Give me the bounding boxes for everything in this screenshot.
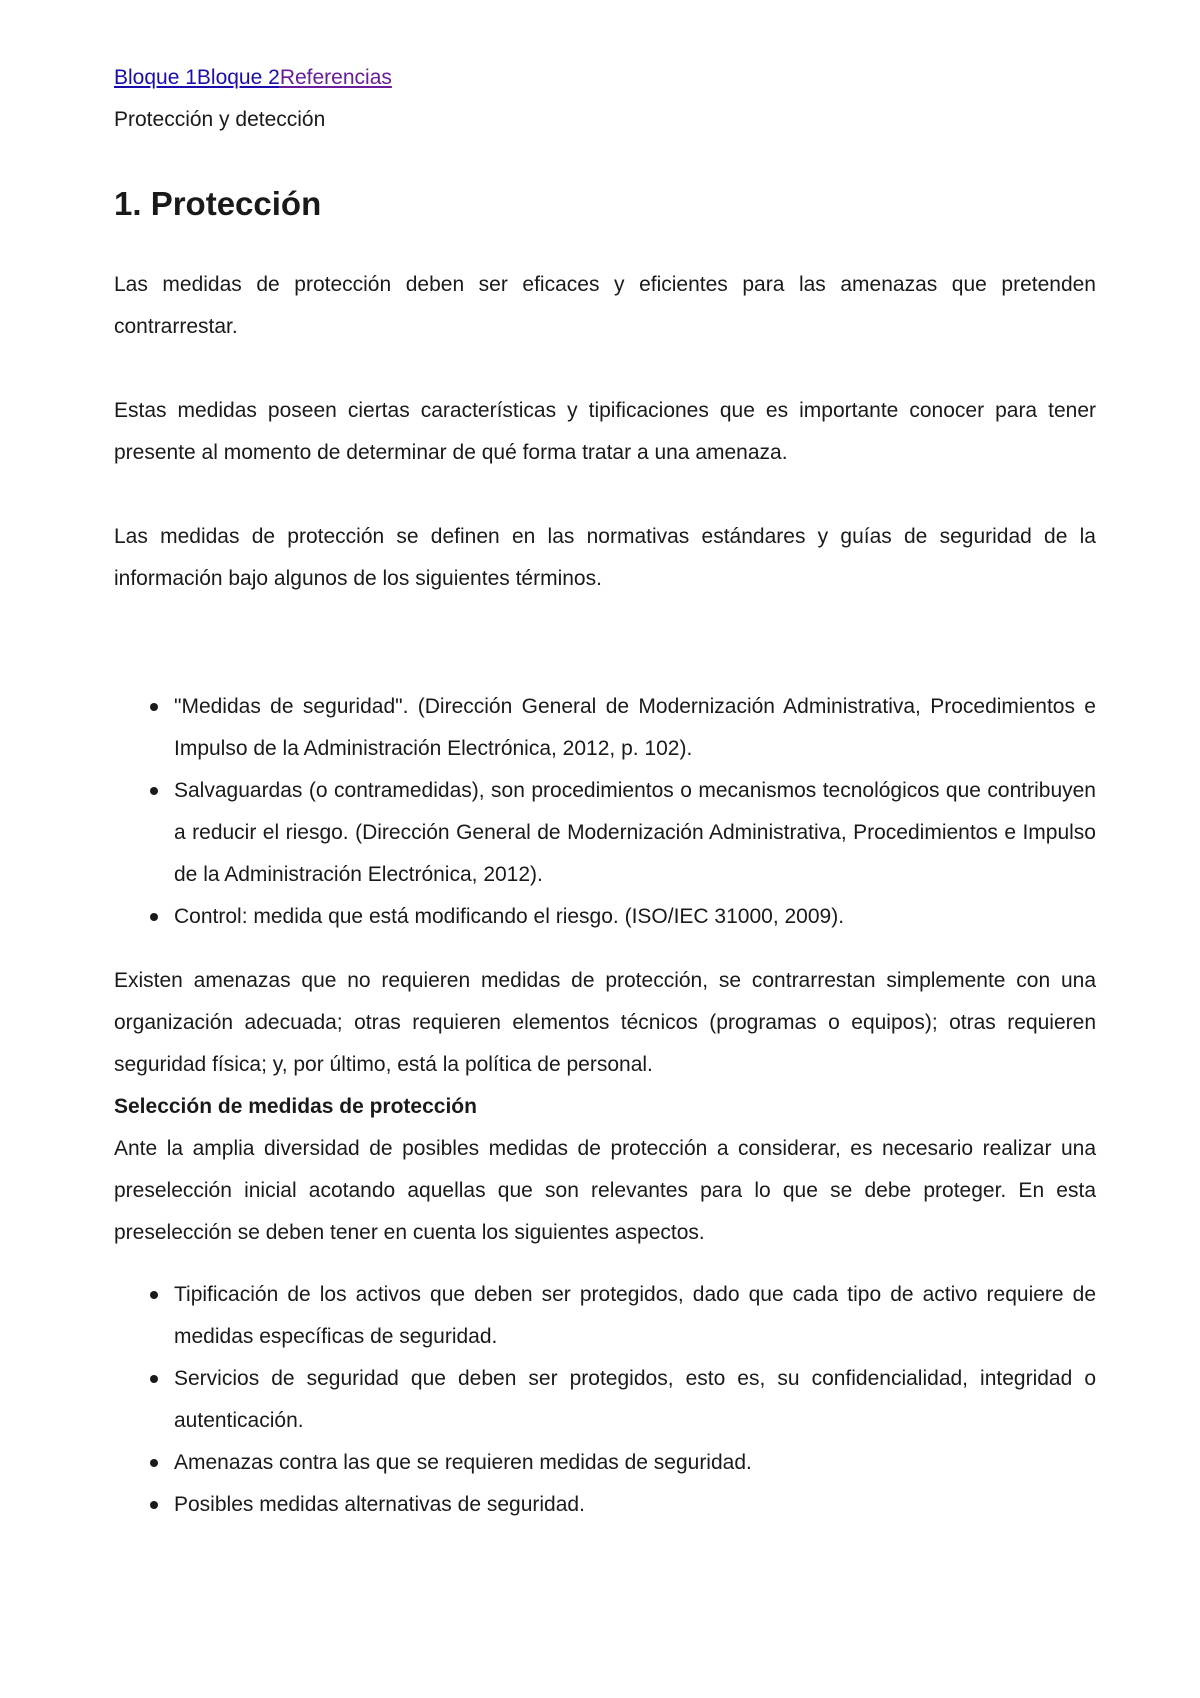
document-page bbox=[114, 62, 1096, 1526]
nav-link-bloque-1[interactable]: Bloque 1 bbox=[114, 66, 197, 89]
list-item-text: Salvaguardas (o contramedidas), son procedimientos o mecanismos tecnológicos que contribuyen a reducir el riesgo. (Dirección General de Modernización Administrativa, Procedimientos e Impulso de la Administración Electrónica, 2012). bbox=[174, 779, 1096, 886]
list-item-text: Tipificación de los activos que deben ser protegidos, dado que cada tipo de activo requiere de medidas específicas de seguridad. bbox=[174, 1283, 1096, 1348]
list-item bbox=[114, 1358, 1096, 1442]
bullet-icon bbox=[150, 1291, 158, 1299]
nav-link-bloque-2[interactable]: Bloque 2 bbox=[196, 66, 280, 89]
list-item bbox=[114, 1442, 1096, 1484]
list-item bbox=[114, 1484, 1096, 1526]
paragraph-threats: Existen amenazas que no requieren medidas de protección, se contrarrestan simplemente con una organización adecuada; otras requieren elementos técnicos (programas o equipos); otras requieren seguridad física; y, por último, está la política de personal. bbox=[114, 969, 1096, 1076]
document-subtitle: Protección y detección bbox=[114, 108, 326, 131]
list-item-text: Posibles medidas alternativas de seguridad. bbox=[174, 1493, 585, 1516]
list-item bbox=[114, 896, 1096, 938]
bullet-icon bbox=[150, 703, 158, 711]
bullet-icon bbox=[150, 1501, 158, 1509]
list-item-text: Control: medida que está modificando el riesgo. (ISO/IEC 31000, 2009). bbox=[174, 905, 845, 928]
bullet-icon bbox=[150, 787, 158, 795]
bullet-icon bbox=[150, 1459, 158, 1467]
paragraph-selection: Ante la amplia diversidad de posibles medidas de protección a considerar, es necesario realizar una preselección inicial acotando aquellas que son relevantes para lo que se debe proteger. En esta preselección se deben tener en cuenta los siguientes aspectos. bbox=[114, 1137, 1096, 1244]
list-item bbox=[114, 686, 1096, 770]
nav-link-referencias[interactable]: Referencias bbox=[279, 66, 392, 89]
bullet-icon bbox=[150, 1375, 158, 1383]
aspects-list bbox=[114, 1274, 1096, 1526]
subsection-heading-selection: Selección de medidas de protección bbox=[114, 1095, 477, 1118]
bullet-icon bbox=[150, 913, 158, 921]
paragraph-intro: Las medidas de protección deben ser eficaces y eficientes para las amenazas que pretenden contrarrestar. bbox=[114, 273, 1096, 338]
navigation-links bbox=[114, 62, 1096, 94]
terms-list bbox=[114, 686, 1096, 938]
list-item bbox=[114, 1274, 1096, 1358]
paragraph-definitions: Las medidas de protección se definen en las normativas estándares y guías de seguridad de la información bajo algunos de los siguientes términos. bbox=[114, 525, 1096, 590]
list-item-text: Amenazas contra las que se requieren medidas de seguridad. bbox=[174, 1451, 752, 1474]
list-item-text: Servicios de seguridad que deben ser protegidos, esto es, su confidencialidad, integridad o autenticación. bbox=[174, 1367, 1096, 1432]
paragraph-characteristics: Estas medidas poseen ciertas características y tipificaciones que es importante conocer para tener presente al momento de determinar de qué forma tratar a una amenaza. bbox=[114, 399, 1096, 464]
section-heading-proteccion: 1. Protección bbox=[114, 185, 322, 222]
list-item bbox=[114, 770, 1096, 896]
list-item-text: "Medidas de seguridad". (Dirección General de Modernización Administrativa, Procedimientos e Impulso de la Administración Electrónica, 2012, p. 102). bbox=[174, 695, 1096, 760]
